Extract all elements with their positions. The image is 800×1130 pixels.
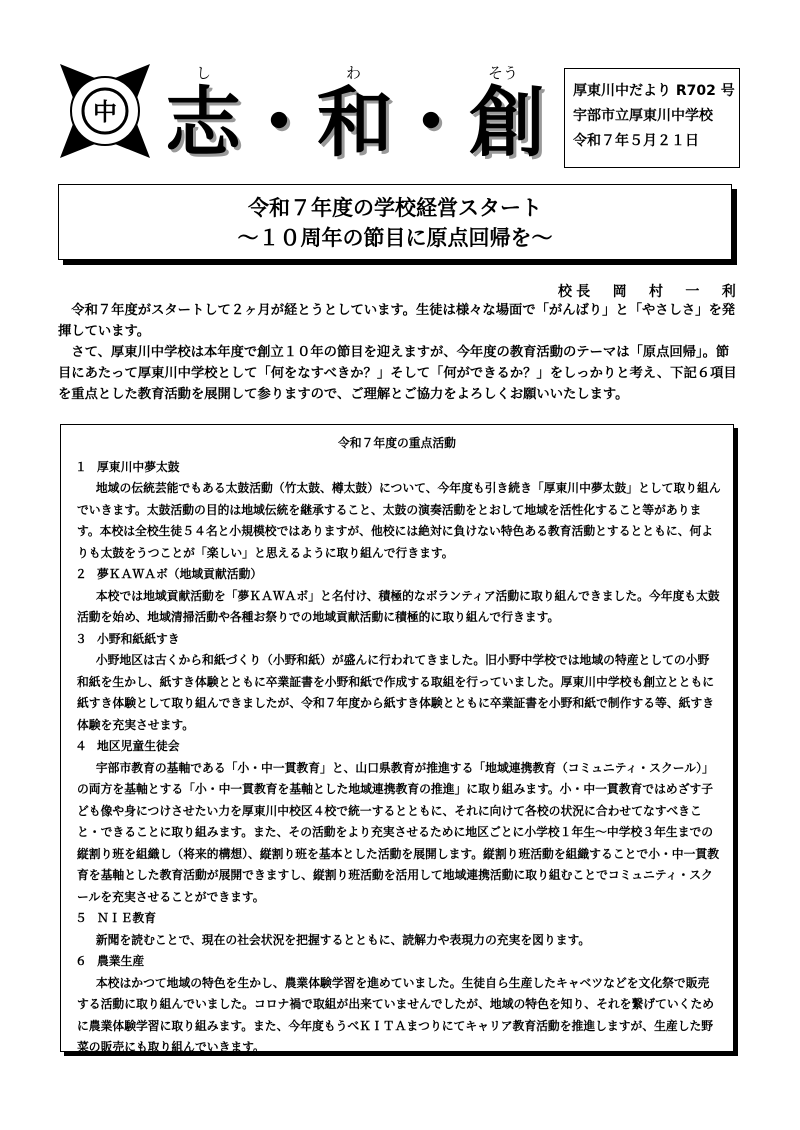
focus-item-number: ４ <box>75 739 87 753</box>
focus-item-title: 小野和紙紙すき <box>97 631 180 646</box>
focus-item-heading <box>73 564 721 586</box>
focus-activities-box <box>60 424 734 1052</box>
focus-item-number: ５ <box>75 911 87 925</box>
school-name: 宇部市立厚東川中学校 <box>573 108 713 124</box>
focus-item <box>73 564 721 629</box>
focus-item-body: 本校では地域貢献活動を「夢ＫＡＷＡボ」と名付け、積極的なボランティア活動に取り組んできました。今年度も太鼓活動を始め、地域清掃活動や各種お祭りでの地域貢献活動に積極的に取り組んで行きます。 <box>77 588 720 624</box>
emblem-char: 中 <box>93 98 117 126</box>
newsletter-title: 志・和・創 <box>165 78 545 167</box>
author-name: 校長 岡 村 一 利 <box>558 284 740 300</box>
focus-item <box>73 736 721 908</box>
focus-item-heading <box>73 457 721 479</box>
focus-item-number: １ <box>75 459 87 474</box>
focus-item-heading <box>73 908 721 930</box>
focus-item-heading <box>73 951 721 973</box>
focus-item-number: ２ <box>75 567 87 581</box>
focus-item <box>73 908 721 951</box>
headline-line2: ～１０周年の節目に原点回帰を～ <box>237 226 553 250</box>
focus-item-number: ６ <box>75 954 87 968</box>
focus-item-body: 小野地区は古くから和紙づくり（小野和紙）が盛んに行われてきました。旧小野中学校では地域の特産としての小野和紙を生かし、紙すき体験とともに卒業証書を小野和紙で作成する取組を行っていました。厚東川中学校も創立とともに紙すき体験として取り組んできましたが、令和７年度から紙すき体験とともに卒業証書を小野和紙で制作する等、紙すき体験を充実させます。 <box>77 653 715 732</box>
headline-box <box>58 184 732 260</box>
issue-info-box <box>564 68 740 168</box>
intro-paragraph: さて、厚東川中学校は本年度で創立１０年の節目を迎えますが、今年度の教育活動のテーマは「原点回帰」。節目にあたって厚東川中学校として「何をなすべきか？」そして「何ができるか？」をしっかりと考え、下記６項目を重点とした教育活動を展開して参りますので、ご理解とご協力をよろしくお願いいたします。 <box>58 345 737 402</box>
school-emblem-icon <box>60 64 150 158</box>
focus-item-title: 夢ＫＡＷＡボ（地域貢献活動） <box>97 567 263 581</box>
focus-item-title: 地区児童生徒会 <box>97 739 180 753</box>
furigana-sou: そう <box>488 64 519 82</box>
focus-item-body: 本校はかつて地域の特色を生かし、農業体験学習を進めていました。生徒自ら生産したキャベツなどを文化祭で販売する活動に取り組んでいました。コロナ禍で取組が出来ていませんでしたが、地域の特色を知り、それを繋げていくために農業体験学習に取り組みます。また、今年度もうべＫＩＴＡまつりにてキャリア教育活動を推進しますが、生産した野菜の販売にも取り組んでいきます。 <box>77 975 715 1054</box>
focus-title: 令和７年度の重点活動 <box>338 436 456 450</box>
furigana-wa: わ <box>346 64 362 82</box>
focus-item <box>73 457 721 565</box>
focus-item-number: ３ <box>75 631 87 646</box>
focus-item-body: 地域の伝統芸能でもある太鼓活動（竹太鼓、樽太鼓）について、今年度も引き続き「厚東川中夢太鼓」として取り組んでいきます。太鼓活動の目的は地域伝統を継承すること、太鼓の演奏活動をとおして地域を活性化すること等があります。本校は全校生徒５４名と小規模校ではありますが、他校には絶対に負けない特色ある教育活動とするとともに、何よりも太鼓をうつことが「楽しい」と思えるように取り組んで行きます。 <box>77 481 721 560</box>
intro-paragraph: 令和７年度がスタートして２ヶ月が経とうとしています。生徒は様々な場面で「がんばり」と「やさしさ」を発揮しています。 <box>58 303 736 339</box>
focus-item <box>73 629 721 737</box>
focus-item <box>73 951 721 1059</box>
focus-item-heading <box>73 736 721 758</box>
focus-item-title: ＮＩＥ教育 <box>97 911 156 925</box>
focus-item-body: 宇部市教育の基軸である「小・中一貫教育」と、山口県教育が推進する「地域連携教育（コミュニティ・スクール）」の両方を基軸とする「小・中一貫教育を基軸とした地域連携教育の推進」に取り組みます。小・中一貫教育ではめざす子ども像や身につけさせたい力を厚東川中校区４校で統一するとともに、それに向けて各校の状況に合わせてなすべきこと・できることに取り組みます。また、その活動をより充実させるために地区ごとに小学校１年生～中学校３年生までの縦割り班を組織し（将来的構想）、縦割り班を基本とした活動を展開します。縦割り班活動を組織することで小・中一貫教育を基軸とした教育活動が展開できますし、縦割り班活動を活用して地域連携活動に取り組むことでコミュニティ・スクールを充実させることができます。 <box>77 760 719 904</box>
furigana-shi: し <box>196 64 212 82</box>
issue-date: 令和７年５月２１日 <box>573 133 699 149</box>
focus-item-title: 農業生産 <box>97 954 145 968</box>
focus-item-body: 新聞を読むことで、現在の社会状況を把握するとともに、読解力や表現力の充実を図ります。 <box>95 932 591 947</box>
intro-text <box>58 300 742 405</box>
focus-item-title: 厚東川中夢太鼓 <box>97 459 180 474</box>
focus-item-heading <box>73 629 721 651</box>
headline-line1: 令和７年度の学校経営スタート <box>248 196 542 220</box>
issue-number: 厚東川中だより R702 号 <box>573 83 735 99</box>
